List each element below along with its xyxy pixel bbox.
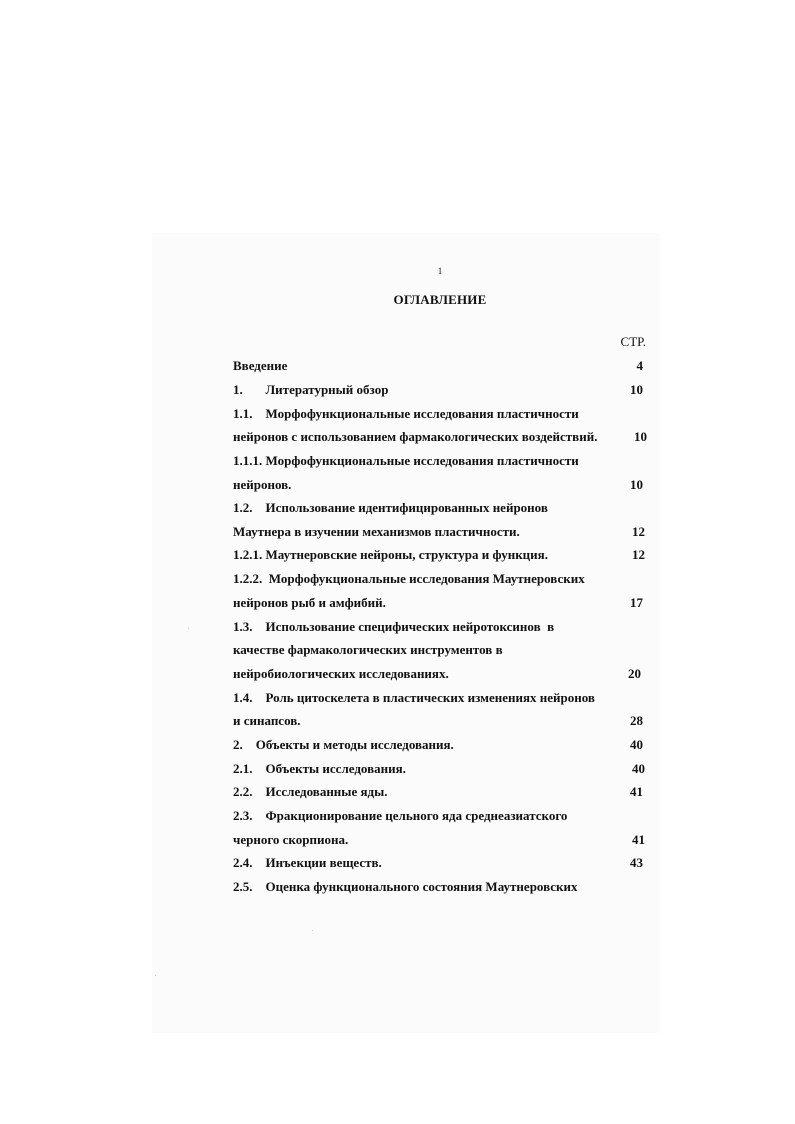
toc-entry [233,453,653,473]
toc-entry-text: 1.4. Роль цитоскелета в пластических изменениях нейронов [233,690,595,705]
toc-entry-text: и синапсов. [233,713,301,728]
toc-entry [233,761,653,781]
toc-entry [233,808,653,828]
toc-entry [233,737,653,757]
toc-entry-page: 12 [632,547,645,562]
toc-entry [233,571,653,591]
toc-entry-text: качестве фармакологических инструментов в [233,642,503,657]
toc-entry [233,524,653,544]
toc-entry [233,855,653,875]
toc-entry-page: 10 [630,382,643,397]
toc-entry [233,500,653,520]
toc-entry-page: 20 [628,666,641,681]
toc-entry [233,406,653,426]
toc-entry-page: 17 [630,595,643,610]
toc-entry [233,477,653,497]
toc-entry-text: 2.5. Оценка функционального состояния Маутнеровских [233,879,578,894]
toc-entry-page: 4 [636,358,643,373]
toc-entry-text: 1.3. Использование специфических нейротоксинов в [233,619,555,634]
toc-entry-text: 2.2. Исследованные яды. [233,784,388,799]
toc-entry-text: 1.1. Морфофункциональные исследования пластичности [233,406,579,421]
toc-entry [233,429,653,449]
toc-entry-text: черного скорпиона. [233,832,349,847]
toc-entry-page: 10 [634,429,647,444]
toc-entry [233,690,653,710]
toc-entry-text: 1.2. Использование идентифицированных нейронов [233,500,548,515]
scan-speck [188,628,189,629]
toc-entry-text: 1.2.2. Морфофукциональные исследования Маутнеровских [233,571,585,586]
toc-entry-text: 1.2.1. Маутнеровские нейроны, структура и функция. [233,547,548,562]
toc-entry-text: нейронов с использованием фармакологических воздействий. [233,429,598,444]
toc-entry-page: 12 [632,524,645,539]
toc-entry-text: 1. Литературный обзор [233,382,389,397]
scan-speck [312,930,313,931]
toc-entry-text: 2. Объекты и методы исследования. [233,737,454,752]
toc-entry-text: 2.1. Объекты исследования. [233,761,406,776]
toc-entry [233,547,653,567]
toc-entry-page: 41 [630,784,643,799]
toc-entry-text: 2.3. Фракционирование цельного яда среднеазиатского [233,808,568,823]
page-number: 1 [437,266,443,276]
toc-entry-text: Маутнера в изучении механизмов пластичности. [233,524,520,539]
toc-entry-text: нейробиологических исследованиях. [233,666,449,681]
toc-entry-text: Введение [233,358,288,373]
toc-entry-text: 1.1.1. Морфофункциональные исследования пластичности [233,453,579,468]
toc-entry-text: нейронов. [233,477,292,492]
toc-entry [233,619,653,639]
toc-entry [233,879,653,899]
toc-entry [233,784,653,804]
toc-entry-text: 2.4. Инъекции веществ. [233,855,382,870]
toc-entry [233,358,653,378]
toc-entry-page: 28 [630,713,643,728]
toc-entry-page: 40 [630,737,643,752]
toc-entry-page: 41 [632,832,645,847]
toc-entry [233,666,653,686]
toc-entry [233,595,653,615]
page-title: ОГЛАВЛЕНИЕ [393,292,487,307]
toc-entry [233,713,653,733]
scan-speck [155,975,156,976]
toc-entry-page: 43 [630,855,643,870]
toc-entry-text: нейронов рыб и амфибий. [233,595,386,610]
page-column-label: СТР. [620,334,646,349]
toc-entry-page: 40 [632,761,645,776]
toc-entry [233,382,653,402]
toc-entry [233,642,653,662]
toc-entry-page: 10 [630,477,643,492]
toc-entry [233,832,653,852]
